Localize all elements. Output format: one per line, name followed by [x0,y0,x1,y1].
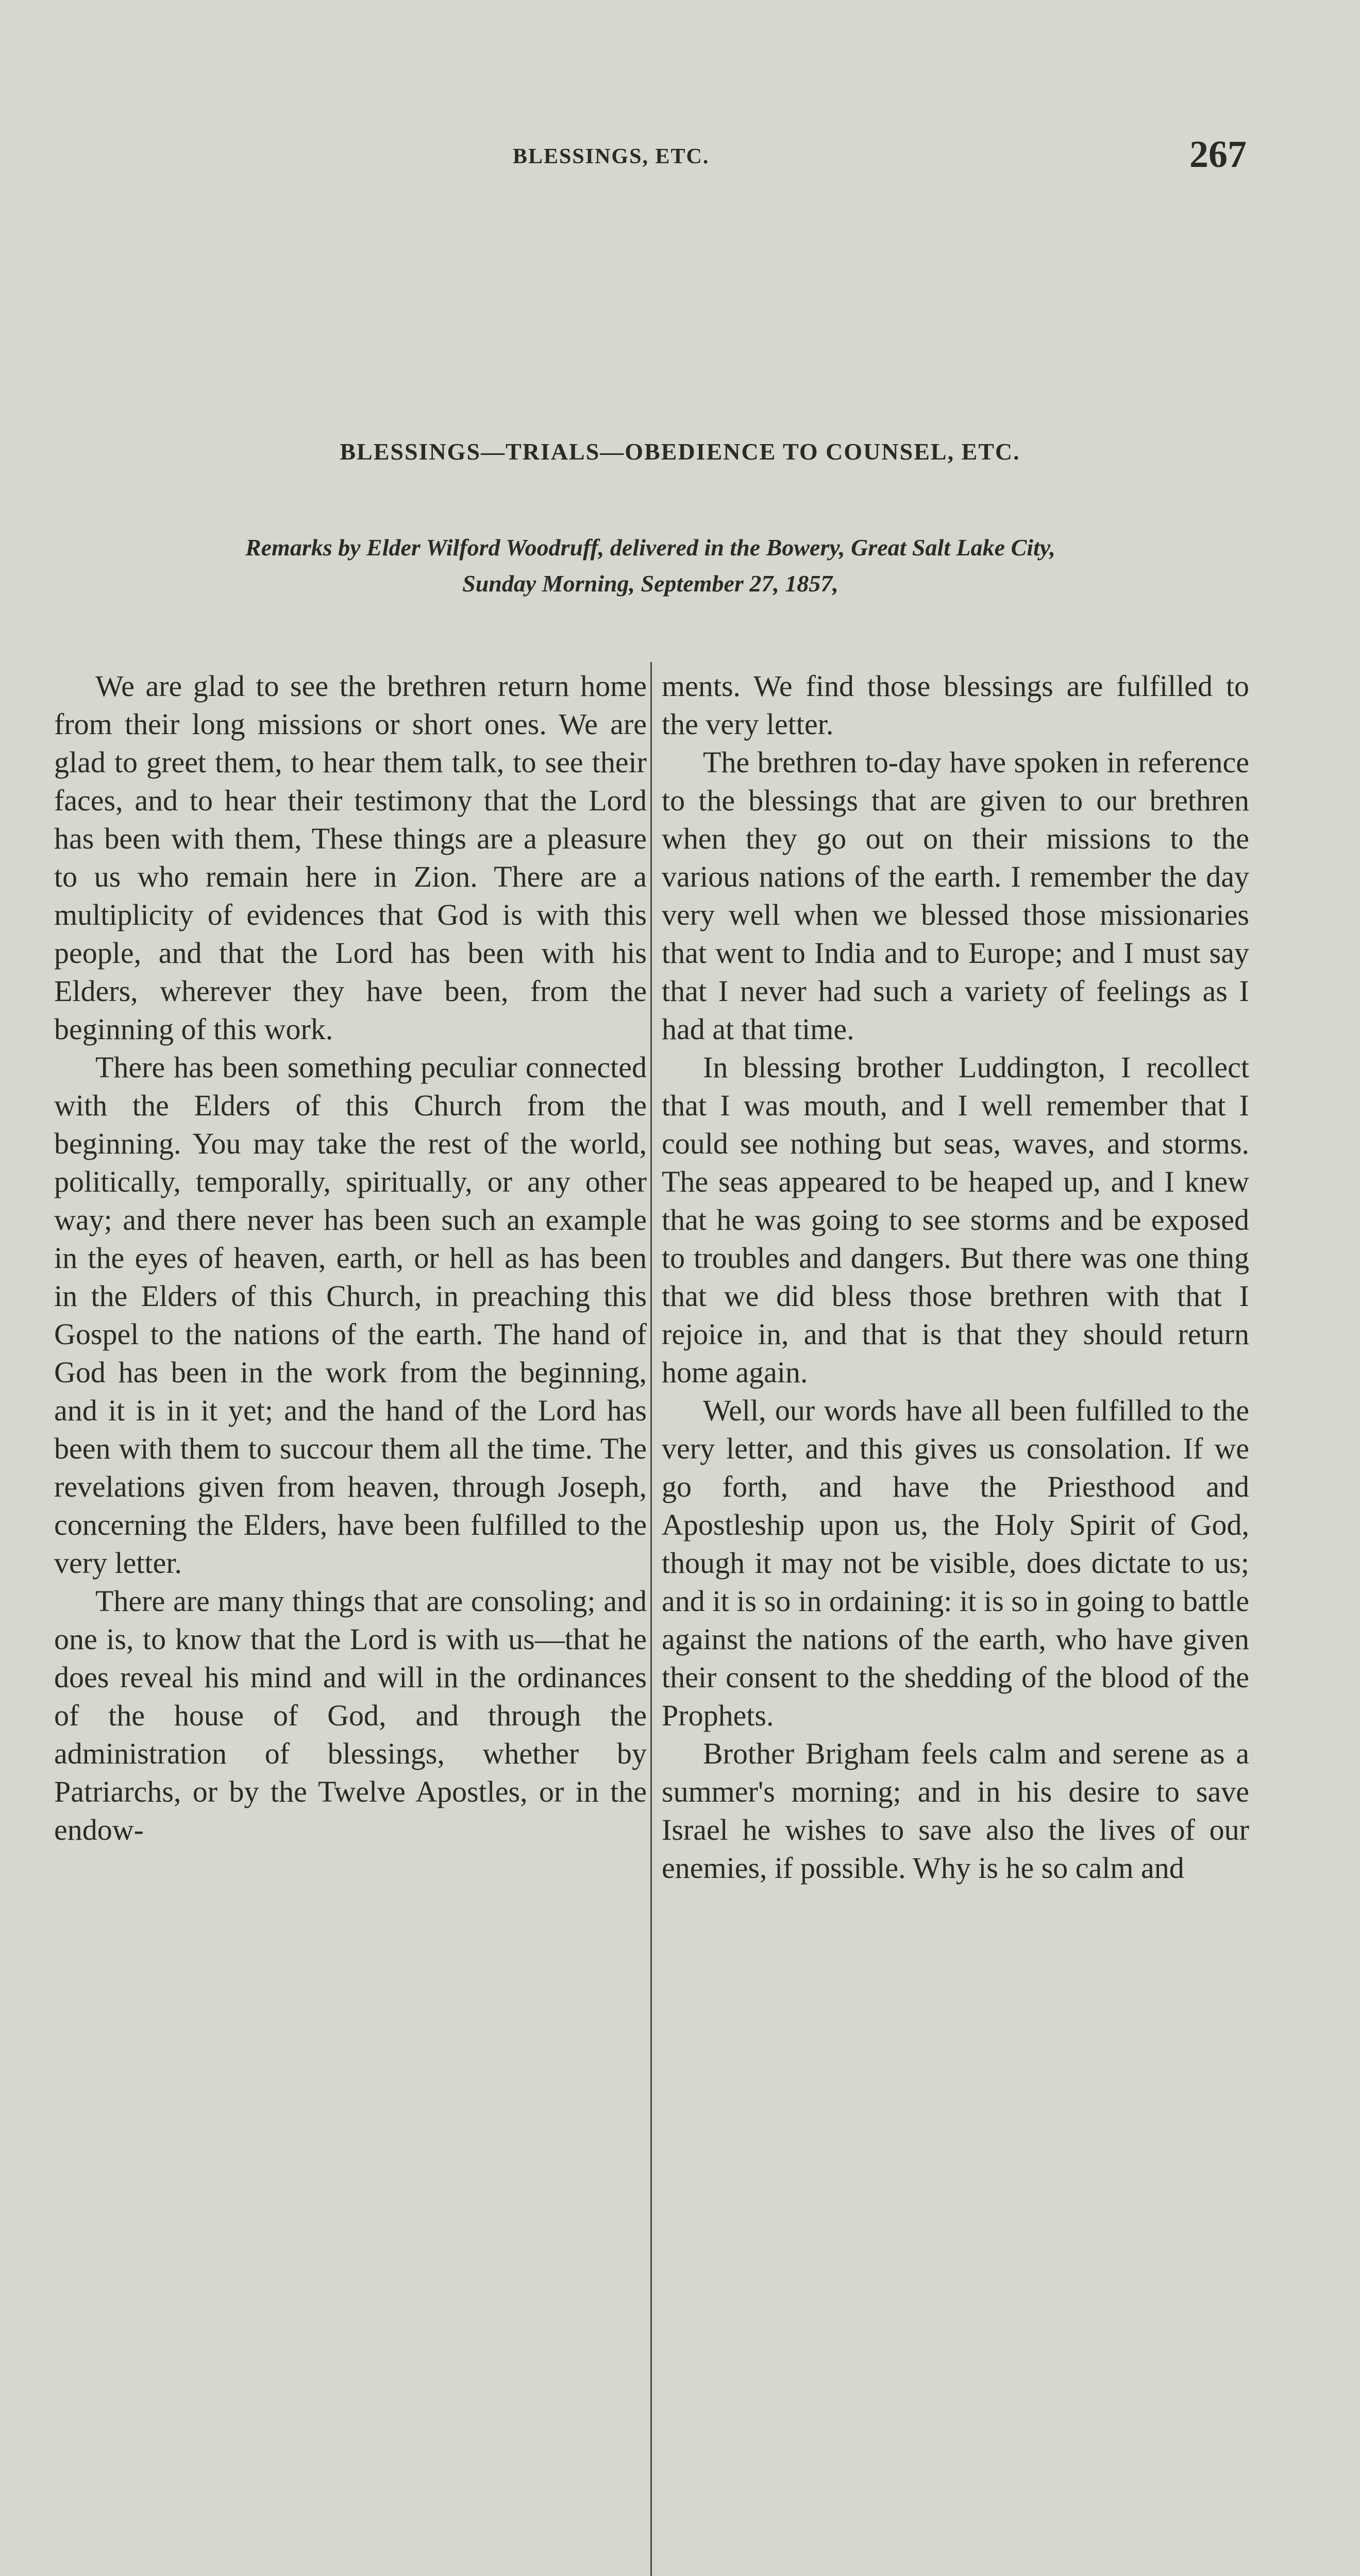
paragraph: There are many things that are consoling; and one is, to know that the Lord is with us—that he does reveal his mind and will in the ordinances of the house of God, and through the administration of blessings, whether by Patriarchs, or by the Twelve Apostles, or in the endow- [54,1584,647,1846]
subtitle-line-1: Remarks by Elder Wilford Woodruff, delivered in the Bowery, Great Salt Lake City, [245,534,1056,561]
paragraph: There has been something peculiar connected with the Elders of this Church from the beginning. You may take the rest of the world, politically, temporally, spiritually, or any other way; and there never has been such an example in the eyes of heaven, earth, or hell as has been in the Elders of this Church, in preaching this Gospel to the nations of the earth. The hand of God has been in the work from the beginning, and it is in it yet; and the hand of the Lord has been with them to succour them all the time. The revelations given from heaven, through Joseph, concerning the Elders, have been fulfilled to the very letter. [54,1050,647,1580]
page-number: 267 [1189,133,1247,176]
running-head: BLESSINGS, ETC. [513,145,710,168]
right-column [662,667,1249,1887]
paragraph: Well, our words have all been fulfilled to the very letter, and this gives us consolation. If we go forth, and have the Priesthood and Apostleship upon us, the Holy Spirit of God, though it may not be visible, does dictate to us; and it is so in ordaining: it is so in going to battle against the nations of the earth, who have given their consent to the shedding of the blood of the Prophets. [662,1394,1249,1732]
article-subtitle [58,530,1243,602]
paragraph: Brother Brigham feels calm and serene as a summer's morning; and in his desire to save Israel he wishes to save also the lives of our enemies, if possible. Why is he so calm and [662,1737,1249,1885]
article-title: BLESSINGS—TRIALS—OBEDIENCE TO COUNSEL, ETC. [340,438,1020,465]
paragraph: The brethren to-day have spoken in reference to the blessings that are given to our brethren when they go out on their missions to the various nations of the earth. I remember the day very well when we blessed those missionaries that went to India and to Europe; and I must say that I never had such a variety of feelings as I had at that time. [662,745,1249,1046]
paragraph: We are glad to see the brethren return home from their long missions or short ones. We are glad to greet them, to hear them talk, to see their faces, and to hear their testimony that the Lord has been with them, These things are a pleasure to us who remain here in Zion. There are a multiplicity of evidences that God is with this people, and that the Lord has been with his Elders, wherever they have been, from the beginning of this work. [54,669,647,1046]
left-column [54,667,647,1849]
paragraph-continuation: ments. We find those blessings are fulfilled to the very letter. [662,669,1249,741]
subtitle-line-2: Sunday Morning, September 27, 1857, [462,570,838,597]
column-divider [650,662,652,2576]
paragraph: In blessing brother Luddington, I recollect that I was mouth, and I well remember that I could see nothing but seas, waves, and storms. The seas appeared to be heaped up, and I knew that he was going to see storms and be exposed to troubles and dangers. But there was one thing that we did bless those brethren with that I rejoice in, and that is that they should return home again. [662,1050,1249,1389]
